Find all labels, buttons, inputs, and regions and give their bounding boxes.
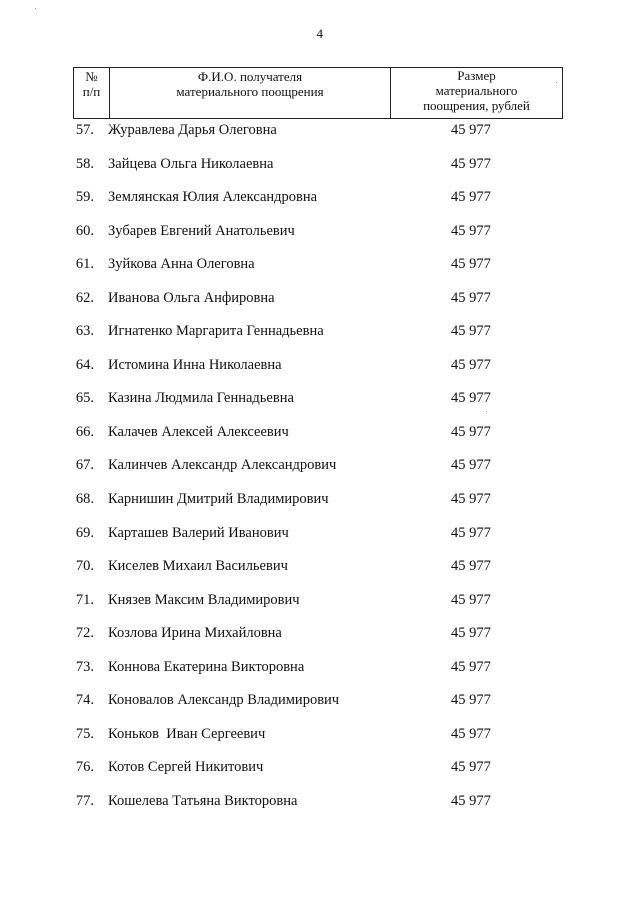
header-number-line-1: № [85, 69, 98, 84]
table-row [0, 456, 640, 490]
recipient-name: Зайцева Ольга Николаевна [108, 155, 274, 172]
row-number: 64. [75, 356, 94, 373]
row-number: 61. [75, 256, 94, 273]
row-number: 68. [75, 491, 94, 508]
row-number: 67. [75, 457, 94, 474]
recipient-name: Карташев Валерий Иванович [108, 524, 289, 541]
row-number: 72. [75, 625, 94, 642]
row-number: 70. [75, 558, 94, 575]
recipient-name: Коньков Иван Сергеевич [108, 725, 266, 742]
row-number: 62. [75, 289, 94, 306]
recipient-name: Коннова Екатерина Викторовна [108, 658, 305, 675]
reward-amount: 45 977 [451, 625, 491, 642]
table-row [0, 591, 640, 625]
recipient-name: Журавлева Дарья Олеговна [108, 122, 277, 138]
row-number: 73. [75, 658, 94, 675]
recipient-name: Землянская Юлия Александровна [108, 189, 318, 206]
recipient-name: Котов Сергей Никитович [108, 759, 264, 776]
reward-amount: 45 977 [451, 423, 491, 440]
table-row [0, 691, 640, 725]
row-number: 60. [75, 222, 94, 239]
row-number: 74. [75, 692, 94, 709]
header-number-line-2: п/п [82, 84, 101, 99]
recipient-name: Игнатенко Маргарита Геннадьевна [108, 323, 324, 340]
reward-amount: 45 977 [451, 356, 491, 373]
row-number: 77. [75, 792, 94, 809]
reward-amount: 45 977 [451, 155, 491, 172]
table-row [0, 624, 640, 658]
header-amount-line-1: Размер [457, 68, 496, 83]
header-amount-column [391, 68, 563, 119]
recipient-name: Калинчев Александр Александрович [108, 457, 337, 474]
row-number: 57. [75, 122, 94, 138]
row-number: 65. [75, 390, 94, 407]
table-row [0, 222, 640, 256]
reward-amount: 45 977 [451, 256, 491, 273]
table-row [0, 255, 640, 289]
reward-amount: 45 977 [451, 692, 491, 709]
header-name-line-1: Ф.И.О. получателя [197, 69, 303, 84]
header-amount-line-3: поощрения, рублей [423, 98, 530, 113]
row-number: 58. [75, 155, 94, 172]
table-row [0, 155, 640, 189]
reward-amount: 45 977 [451, 289, 491, 306]
recipient-name: Казина Людмила Геннадьевна [108, 390, 294, 407]
table-row [0, 725, 640, 759]
header-name-line-2: материального поощрения [176, 84, 324, 99]
page-number: 4 [316, 26, 324, 41]
table-row [0, 658, 640, 692]
recipient-name: Калачев Алексей Алексеевич [108, 423, 289, 440]
row-number: 75. [75, 725, 94, 742]
reward-amount: 45 977 [451, 189, 491, 206]
recipient-name: Зуйкова Анна Олеговна [108, 256, 255, 273]
recipient-name: Князев Максим Владимирович [108, 591, 300, 608]
scan-speck [556, 82, 557, 83]
reward-amount: 45 977 [451, 658, 491, 675]
reward-amount: 45 977 [451, 222, 491, 239]
recipient-list [0, 121, 640, 825]
table-row [0, 490, 640, 524]
reward-amount: 45 977 [451, 792, 491, 809]
reward-amount: 45 977 [451, 558, 491, 575]
table-row [0, 758, 640, 792]
reward-amount: 45 977 [451, 524, 491, 541]
recipient-name: Истомина Инна Николаевна [108, 356, 282, 373]
reward-amount: 45 977 [451, 591, 491, 608]
header-amount-line-2: материального [435, 83, 518, 98]
reward-amount: 45 977 [451, 323, 491, 340]
table-row [0, 322, 640, 356]
table-row [0, 356, 640, 390]
table-row [0, 557, 640, 591]
scan-speck [35, 8, 36, 9]
reward-amount: 45 977 [451, 390, 491, 407]
row-number: 66. [75, 423, 94, 440]
reward-amount: 45 977 [451, 457, 491, 474]
recipient-name: Кошелева Татьяна Викторовна [108, 792, 298, 809]
scan-speck [486, 411, 487, 412]
recipient-name: Коновалов Александр Владимирович [108, 692, 340, 709]
recipient-name: Козлова Ирина Михайловна [108, 625, 282, 642]
reward-amount: 45 977 [451, 759, 491, 776]
table-row [0, 792, 640, 826]
reward-amount: 45 977 [451, 122, 491, 138]
row-number: 71. [75, 591, 94, 608]
reward-amount: 45 977 [451, 491, 491, 508]
header-name-column [110, 68, 391, 119]
recipient-name: Карнишин Дмитрий Владимирович [108, 491, 329, 508]
table-row [0, 389, 640, 423]
reward-amount: 45 977 [451, 725, 491, 742]
row-number: 59. [75, 189, 94, 206]
table-row [0, 423, 640, 457]
table-row [0, 188, 640, 222]
table-row [0, 121, 640, 155]
table-row [0, 524, 640, 558]
row-number: 63. [75, 323, 94, 340]
row-number: 69. [75, 524, 94, 541]
recipient-name: Киселев Михаил Васильевич [108, 558, 288, 575]
row-number: 76. [75, 759, 94, 776]
table-header [73, 67, 563, 119]
table-row [0, 289, 640, 323]
header-number-column [74, 68, 110, 119]
recipient-name: Зубарев Евгений Анатольевич [108, 222, 295, 239]
recipient-name: Иванова Ольга Анфировна [108, 289, 275, 306]
